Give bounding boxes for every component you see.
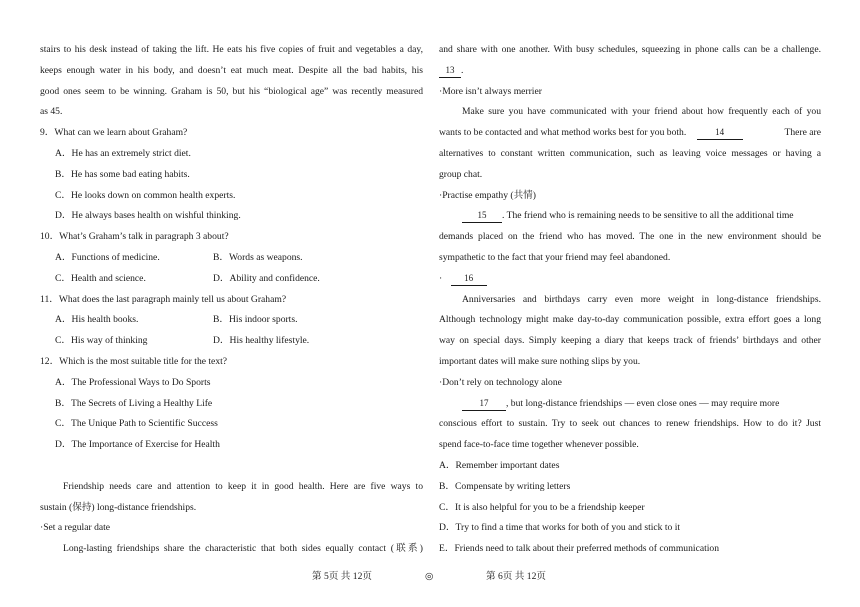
section-heading: ·Practise empathy (共情) [439, 189, 536, 201]
paragraph-line: conscious effort to sustain. Try to seek out chances to renew friendships. How to do it? Just [439, 418, 821, 430]
paragraph-line: as 45. [40, 106, 63, 118]
question-10-stem: 10．What’s Graham’s talk in paragraph 3 about? [40, 231, 229, 243]
paragraph-line: Long-lasting friendships share the characteristic that both sides equally contact (联系) [63, 543, 423, 555]
question-9-option-d: D．He always bases health on wishful thinking. [55, 210, 241, 222]
question-10-options-cd [40, 269, 423, 290]
paragraph-text: , but long-distance friendships — even close ones — may require more [506, 397, 780, 409]
question-9-stem: 9．What can we learn about Graham? [40, 127, 188, 139]
section-heading: ·Set a regular date [40, 522, 111, 534]
question-10-option-d: D．Ability and confidence. [213, 272, 320, 284]
answer-blank-16[interactable]: 16 [451, 272, 487, 286]
answer-blank-15[interactable]: 15 [462, 209, 502, 223]
option-b: B．Compensate by writing letters [439, 480, 571, 492]
paragraph-line: keeps enough water in his body, and doesn’t eat much meat. Despite all the bad habits, his [40, 64, 423, 76]
question-10-option-b: B．Words as weapons. [213, 251, 303, 263]
paragraph-line-with-blank-17 [439, 394, 821, 415]
question-11-option-c: C．His way of thinking [55, 335, 148, 347]
question-11-stem: 11．What does the last paragraph mainly tell us about Graham? [40, 293, 287, 305]
paragraph-line: and share with one another. With busy schedules, squeezing in phone calls can be a challenge. [439, 44, 821, 55]
footer-mark: ◎ [425, 571, 434, 582]
paragraph-line: demands placed on the friend who has moved. The one in the new environment should be [439, 231, 821, 243]
question-9-option-b: B．He has some bad eating habits. [55, 168, 190, 180]
paragraph-line-with-blank-15 [439, 206, 821, 227]
blank-line-13: 13 . [439, 61, 821, 82]
option-a: A．Remember important dates [439, 459, 560, 471]
question-11-option-d: D．His healthy lifestyle. [213, 335, 310, 347]
right-column [439, 40, 821, 560]
intro-line: sustain (保持) long-distance friendships. [40, 501, 197, 513]
question-12-stem: 12．Which is the most suitable title for the text? [40, 355, 228, 367]
question-9-option-c: C．He looks down on common health experts. [55, 189, 236, 201]
intro-line: Friendship needs care and attention to keep it in good health. Here are five ways to [63, 480, 423, 492]
paragraph-line: group chat. [439, 168, 483, 180]
paragraph-line: stairs to his desk instead of taking the lift. He eats his five copies of fruit and vegetables a day, [40, 44, 423, 55]
question-9-option-a: A．He has an extremely strict diet. [55, 147, 191, 159]
paragraph-text: . The friend who is remaining needs to be sensitive to all the additional time [502, 210, 794, 222]
option-e: E．Friends need to talk about their preferred methods of communication [439, 543, 720, 555]
question-12-option-d: D．The Importance of Exercise for Health [55, 439, 220, 451]
answer-blank-14[interactable]: 14 [697, 126, 743, 140]
paragraph-line: alternatives to constant written communication, such as leaving voice messages or having a [439, 147, 821, 159]
paragraph-line: important dates will make sure nothing slips by you. [439, 355, 641, 367]
section-heading: ·Don’t rely on technology alone [439, 376, 562, 388]
paragraph-line: way on special days. Simply keeping a diary that keeps track of friends’ birthdays and other [439, 335, 821, 347]
spacer [40, 456, 423, 477]
paragraph-line: sympathetic to the fact that your friend may feel abandoned. [439, 251, 671, 263]
option-c: C．It is also helpful for you to be a friendship keeper [439, 501, 645, 513]
question-11-options-ab [40, 310, 423, 331]
question-12-option-b: B．The Secrets of Living a Healthy Life [55, 397, 213, 409]
paragraph-text: There are [784, 127, 821, 139]
question-11-option-b: B．His indoor sports. [213, 314, 298, 326]
question-10-option-c: C．Health and science. [55, 272, 146, 284]
section-heading: ·More isn’t always merrier [439, 85, 542, 97]
left-column [40, 40, 423, 560]
paragraph-text: wants to be contacted and what method works best for you both. [439, 127, 687, 139]
paragraph-line: Although technology might make day-to-day communication possible, extra effort goes a long [439, 314, 821, 326]
question-10-options-ab [40, 248, 423, 269]
paragraph-line: good ones seem to be winning. Graham is 50, but his “biological age” was recently measured [40, 85, 423, 97]
paragraph-line-with-blank-14 [439, 123, 821, 144]
bullet-dot: · [439, 272, 443, 284]
paragraph-line: Make sure you have communicated with your friend about how frequently each of you [462, 106, 821, 118]
page-number-right: 第 6页 共 12页 [486, 571, 546, 582]
question-11-options-cd [40, 331, 423, 352]
question-10-option-a: A．Functions of medicine. [55, 251, 160, 263]
question-12-option-c: C．The Unique Path to Scientific Success [55, 418, 218, 430]
section-heading-blank-16 [439, 269, 821, 290]
question-12-option-a: A．The Professional Ways to Do Sports [55, 376, 211, 388]
answer-blank-13[interactable]: 13 [439, 64, 461, 78]
paragraph-line: Anniversaries and birthdays carry even more weight in long-distance friendships. [462, 293, 821, 305]
page-number-left: 第 5页 共 12页 [312, 571, 372, 582]
question-11-option-a: A．His health books. [55, 314, 139, 326]
option-d: D．Try to find a time that works for both of you and stick to it [439, 522, 681, 534]
paragraph-line: spend face-to-face time together whenever possible. [439, 439, 639, 451]
answer-blank-17[interactable]: 17 [462, 397, 506, 411]
